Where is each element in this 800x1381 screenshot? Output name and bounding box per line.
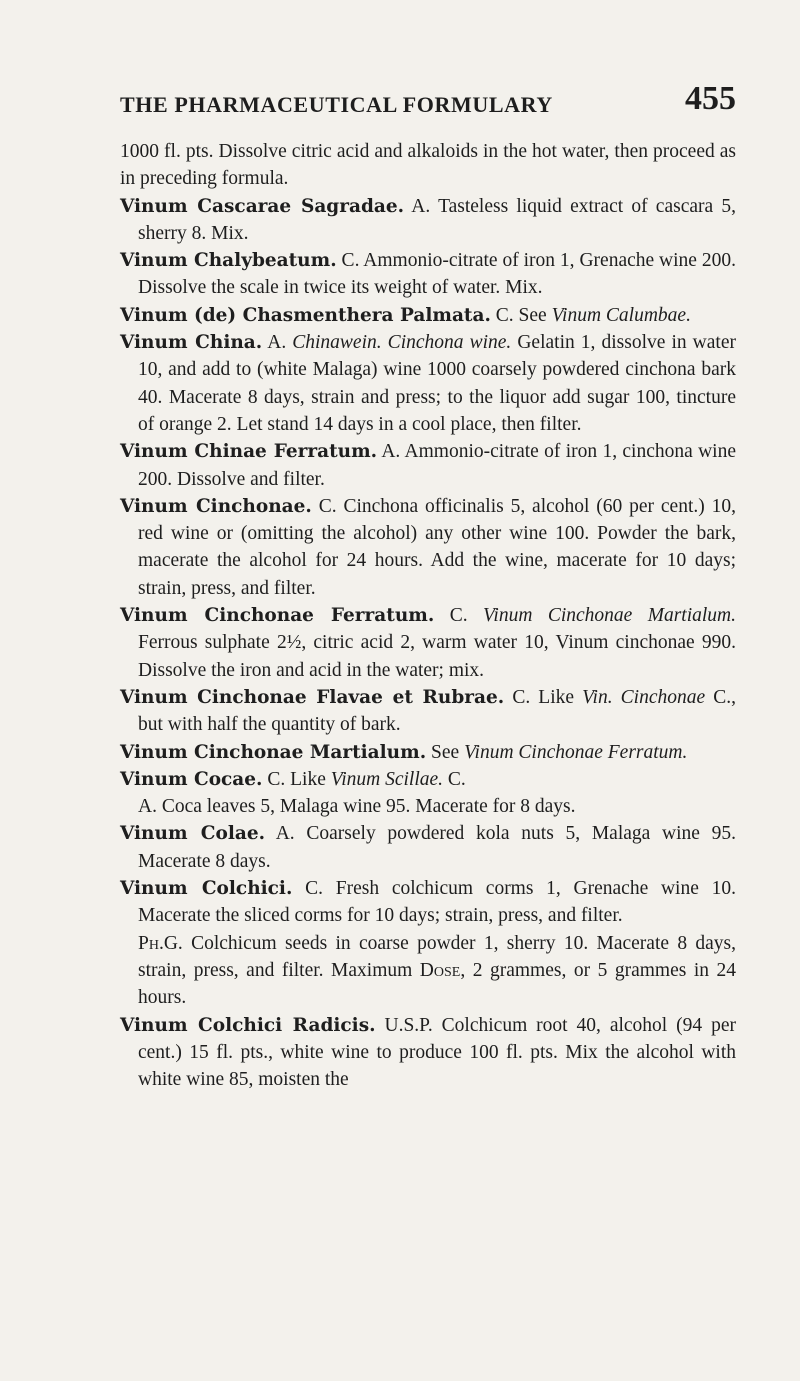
entry-continuation: 1000 fl. pts. Dissolve citric acid and alkaloids in the hot water, then proceed as in preceding formula. (120, 141, 736, 190)
entry-heading: Vinum China. (120, 332, 263, 354)
formulary-text (120, 138, 736, 1093)
entry-subformula: Ph.G. Colchicum seeds in coarse powder 1, sherry 10. Macerate 8 days, strain, press, and filter. Maximum Dose, 2 grammes, or 5 grammes in 24 hours. (138, 932, 736, 1009)
entry-vinum-chasmenthera: Vinum (de) Chasmenthera Palmata. C. See Vinum Calumbae. (120, 304, 691, 326)
entry-heading: Vinum Chinae Ferratum. (120, 441, 378, 463)
entry-vinum-china: Vinum China. A. Chinawein. Cinchona wine. Gelatin 1, dissolve in water 10, and add to (white Malaga) wine 1000 coarsely powdered cinchona bark 40. Macerate 8 days, strain and press; to the liquor add sugar 100, tincture of orange 2. Let stand 14 days in a cool place, then filter. (120, 332, 736, 435)
entry-vinum-chalybeatum: Vinum Chalybeatum. C. Ammonio-citrate of iron 1, Grenache wine 200. Dissolve the scale in twice its weight of water. Mix. (120, 250, 736, 299)
entry-vinum-colchici-radicis: Vinum Colchici Radicis. U.S.P. Colchicum root 40, alcohol (94 per cent.) 15 fl. pts., white wine to produce 100 fl. pts. Mix the alcohol with white wine 85, moisten the (120, 1014, 736, 1091)
entry-heading: Vinum Colae. (120, 823, 266, 845)
entry-heading: Vinum Colchici. (120, 878, 293, 900)
page-number: 455 (685, 80, 736, 117)
page-header (120, 80, 736, 124)
entry-vinum-chinae-ferratum: Vinum Chinae Ferratum. A. Ammonio-citrate of iron 1, cinchona wine 200. Dissolve and filter. (120, 441, 736, 490)
entry-heading: Vinum (de) Chasmenthera Palmata. (120, 304, 491, 326)
entry-vinum-cascarae-sagradae: Vinum Cascarae Sagradae. A. Tasteless liquid extract of cascara 5, sherry 8. Mix. (120, 195, 737, 244)
entry-vinum-colchici: Vinum Colchici. C. Fresh colchicum corms 1, Grenache wine 10. Macerate the sliced corms for 10 days; strain, press, and filter. (120, 878, 736, 927)
entry-vinum-colae: Vinum Colae. A. Coarsely powdered kola nuts 5, Malaga wine 95. Macerate 8 days. (120, 823, 736, 872)
entry-vinum-cinchonae-martialum: Vinum Cinchonae Martialum. See Vinum Cinchonae Ferratum. (120, 741, 688, 763)
entry-vinum-cinchonae-flavae: Vinum Cinchonae Flavae et Rubrae. C. Like Vin. Cinchonae C., but with half the quantity of bark. (120, 686, 737, 736)
entry-heading: Vinum Cinchonae Ferratum. (120, 605, 435, 627)
entry-heading: Vinum Colchici Radicis. (120, 1014, 376, 1036)
entry-heading: Vinum Cocae. (120, 768, 263, 790)
entry-heading: Vinum Cascarae Sagradae. (120, 195, 405, 217)
entry-subformula: A. Coca leaves 5, Malaga wine 95. Macerate for 8 days. (138, 796, 576, 818)
entry-vinum-cinchonae-ferratum: Vinum Cinchonae Ferratum. C. Vinum Cinchonae Martialum. Ferrous sulphate 2½, citric acid 2, warm water 10, Vinum cinchonae 990. Dissolve the iron and acid in the water; mix. (120, 605, 736, 681)
entry-heading: Vinum Chalybeatum. (120, 250, 337, 272)
entry-heading: Vinum Cinchonae. (120, 495, 312, 517)
entry-heading: Vinum Cinchonae Flavae et Rubrae. (120, 686, 505, 708)
entry-heading: Vinum Cinchonae Martialum. (120, 741, 427, 763)
entry-vinum-cocae: Vinum Cocae. C. Like Vinum Scillae. C. (120, 768, 466, 790)
entry-vinum-cinchonae: Vinum Cinchonae. C. Cinchona officinalis 5, alcohol (60 per cent.) 10, red wine or (omitting the alcohol) any other wine 100. Powder the bark, macerate the alcohol for 24 hours. Add the wine, macerate for 10 days; strain, press, and filter. (120, 495, 736, 599)
running-title: THE PHARMACEUTICAL FORMULARY (120, 92, 553, 117)
